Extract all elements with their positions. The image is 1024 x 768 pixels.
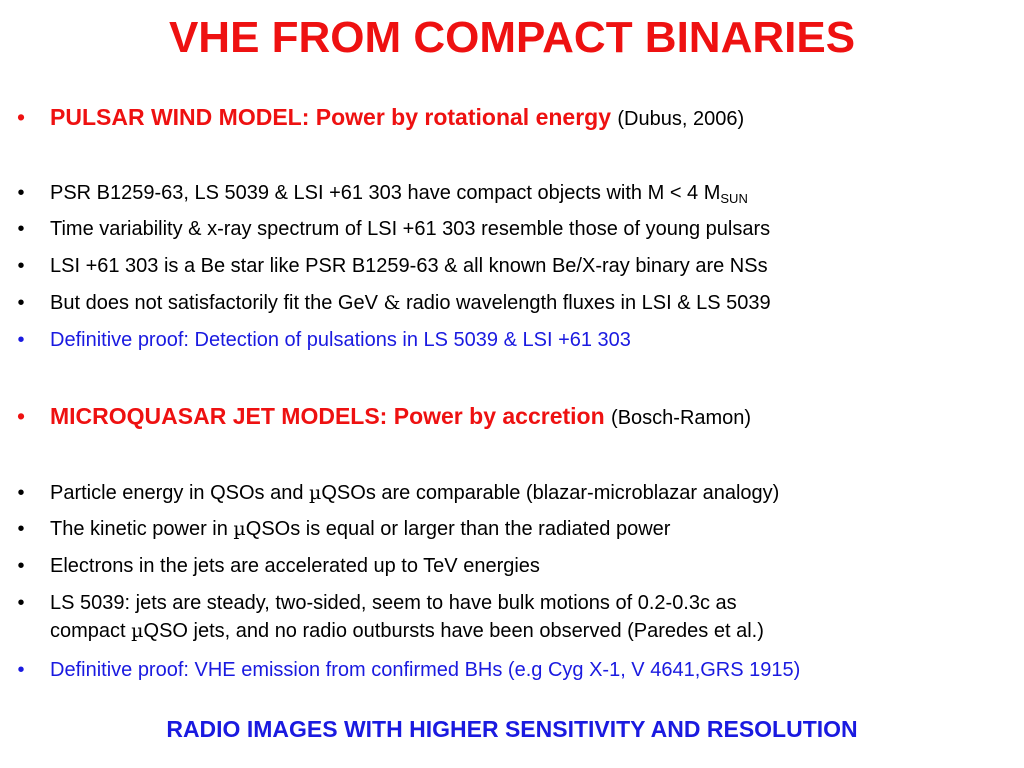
- bullet-icon: •: [17, 592, 25, 614]
- heading-text: MICROQUASAR JET MODELS: Power by accretion: [50, 403, 605, 429]
- list-item: [17, 515, 1014, 543]
- bullet-icon: •: [17, 255, 25, 277]
- item-text-after: QSO jets, and no radio outbursts have been observed (Paredes et al.): [143, 620, 764, 642]
- list-item: [17, 589, 1014, 645]
- item-text: LSI +61 303 is a Be star like PSR B1259-63 & all known Be/X-ray binary are NSs: [50, 255, 768, 277]
- bullet-icon: •: [16, 104, 26, 130]
- list-item: [17, 252, 1014, 280]
- bullet-icon: •: [17, 292, 25, 314]
- mu-symbol: µ: [233, 518, 246, 540]
- item-text-after: QSOs are comparable (blazar-microblazar analogy): [321, 482, 780, 504]
- list-item: [17, 552, 1014, 580]
- bullet-icon: •: [17, 482, 25, 504]
- slide-title: VHE FROM COMPACT BINARIES: [168, 13, 856, 62]
- item-text-before: Particle energy in QSOs and: [50, 482, 310, 504]
- item-text-before: The kinetic power in: [50, 518, 234, 540]
- mu-symbol: µ: [131, 620, 144, 642]
- list-item: [17, 289, 1014, 317]
- mu-symbol: µ: [309, 482, 322, 504]
- heading-reference: (Bosch-Ramon): [611, 407, 752, 429]
- heading-text: PULSAR WIND MODEL: Power by rotational energy: [50, 104, 611, 130]
- footer-conclusion: RADIO IMAGES WITH HIGHER SENSITIVITY AND RESOLUTION: [166, 716, 858, 742]
- item-text-before: But does not satisfactorily fit the GeV: [50, 292, 384, 314]
- bullet-icon: •: [17, 518, 25, 540]
- item-text-after: radio wavelength fluxes in LSI & LS 5039: [400, 292, 771, 314]
- section-heading-pulsar-wind: [16, 101, 1014, 135]
- item-text: Electrons in the jets are accelerated up to TeV energies: [50, 555, 540, 577]
- bullet-icon: •: [17, 218, 25, 240]
- item-text: Definitive proof: Detection of pulsations in LS 5039 & LSI +61 303: [50, 329, 631, 351]
- item-line-1: LS 5039: jets are steady, two-sided, seem to have bulk motions of 0.2-0.3c as: [50, 592, 737, 614]
- section-heading-microquasar: [16, 400, 1014, 434]
- item-text: Time variability & x-ray spectrum of LSI +61 303 resemble those of young pulsars: [50, 218, 771, 240]
- bullet-icon: •: [17, 659, 25, 681]
- list-item: [17, 215, 1014, 243]
- heading-reference: (Dubus, 2006): [617, 108, 745, 130]
- item-text: Definitive proof: VHE emission from confirmed BHs (e.g Cyg X-1, V 4641,GRS 1915): [50, 659, 801, 681]
- bullet-icon: •: [17, 329, 25, 351]
- bullet-icon: •: [17, 555, 25, 577]
- item-text-after: QSOs is equal or larger than the radiated power: [245, 518, 671, 540]
- definitive-proof-item: [17, 326, 1014, 354]
- item-text-before: compact: [50, 620, 132, 642]
- subscript-sun: SUN: [720, 191, 748, 206]
- item-text: PSR B1259-63, LS 5039 & LSI +61 303 have compact objects with M < 4 M: [50, 182, 721, 204]
- list-item: [17, 479, 1014, 507]
- item-line-2: [50, 617, 1014, 645]
- bullet-icon: •: [17, 182, 25, 204]
- bullet-icon: •: [16, 403, 26, 429]
- ampersand-symbol: &: [383, 292, 401, 314]
- list-item: [17, 179, 1014, 207]
- definitive-proof-item: [17, 656, 1014, 684]
